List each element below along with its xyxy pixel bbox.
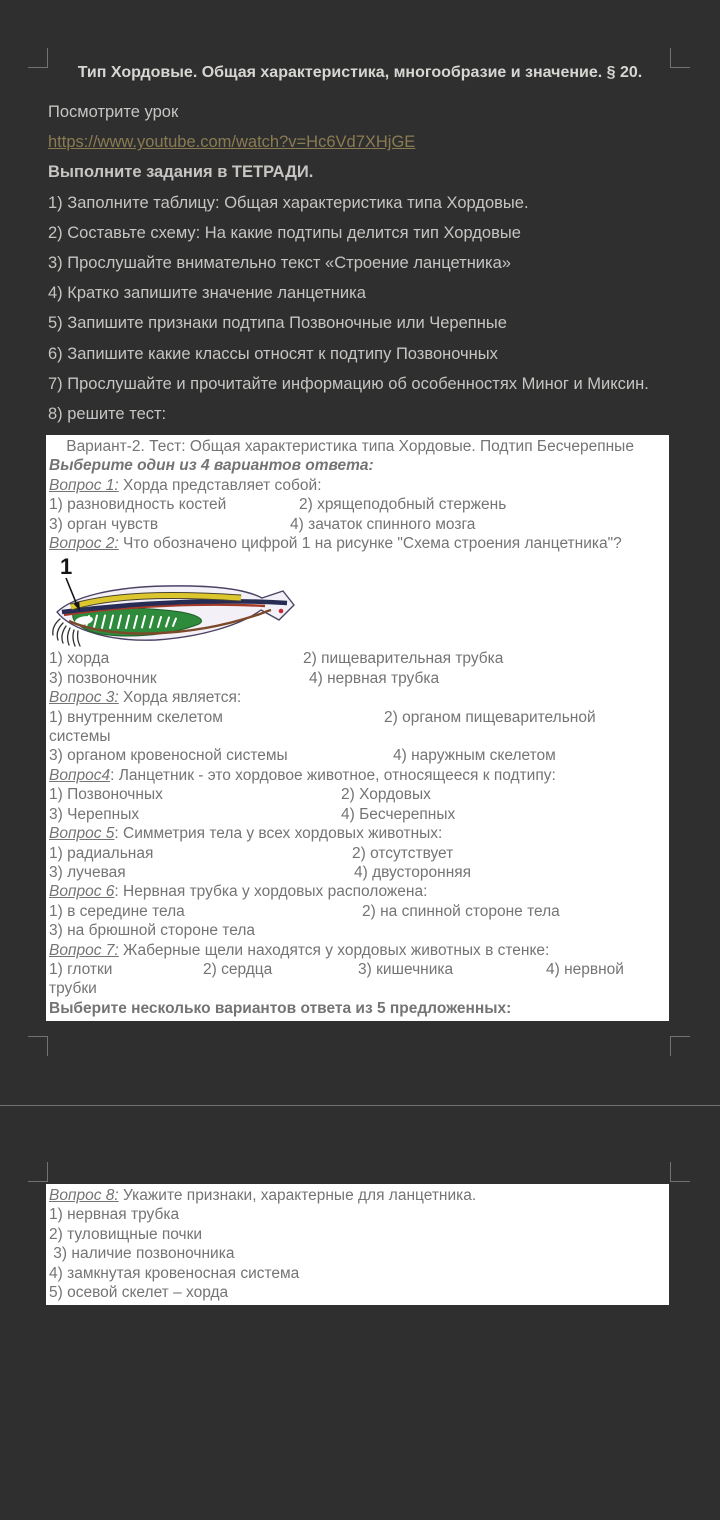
test-text: 2) сердца (203, 960, 273, 978)
test-line (49, 708, 669, 727)
test-line (49, 863, 669, 882)
test-text: 3) кишечника (358, 960, 454, 978)
test-text: 2) органом пищеварительной (384, 708, 596, 726)
test-text: системы (49, 728, 111, 746)
test-block-2 (46, 1184, 669, 1305)
test-text: 4) нервной (546, 960, 624, 978)
test-line (49, 688, 669, 707)
test-text: Выберите один из 4 вариантов ответа: (49, 457, 374, 475)
test-line (49, 824, 669, 843)
test-text: 3) позвоночник (49, 669, 157, 687)
test-text: Укажите признаки, характерные для ланцетника. (118, 1187, 477, 1204)
test-line (49, 456, 669, 475)
test-text: 2) отсутствует (352, 844, 454, 862)
test-line (49, 437, 669, 456)
test-text: 4) Бесчерепных (341, 805, 456, 823)
test-text: 2) на спинной стороне тела (362, 902, 560, 920)
page-corner-mark (670, 1162, 690, 1182)
test-text: 3) орган чувств (49, 515, 159, 533)
test-line (49, 882, 669, 901)
test-line (49, 534, 669, 553)
test-text: 1) хорда (49, 650, 110, 668)
question-label: Вопрос 3: (49, 689, 119, 707)
intro-line: 3) Прослушайте внимательно текст «Строение ланцетника» (48, 254, 511, 273)
test-text: Вариант-2. Тест: Общая характеристика типа Хордовые. Подтип Бесчерепные (49, 438, 634, 455)
test-line (49, 1244, 669, 1263)
intro-line: 6) Запишите какие классы относят к подтипу Позвоночных (48, 344, 498, 363)
lancelet-figure (49, 553, 669, 649)
test-text: трубки (49, 980, 97, 998)
test-text: 1) нервная трубка (49, 1206, 180, 1224)
intro-line: Посмотрите урок (48, 103, 179, 121)
test-text: 1) внутренним скелетом (49, 708, 223, 726)
test-line (49, 1205, 669, 1224)
test-text: Хорда является: (118, 689, 242, 707)
test-text: : Ланцетник - это хордовое животное, относящееся к подтипу: (110, 766, 556, 784)
test-text: 2) хрящеподобный стержень (299, 496, 507, 514)
test-text: Хорда представляет собой: (118, 476, 322, 494)
test-line (49, 669, 669, 688)
test-line (49, 1186, 669, 1205)
test-line (49, 746, 669, 765)
test-text: 3) Черепных (49, 805, 140, 823)
test-line (49, 999, 669, 1018)
question-label: Вопрос 8: (49, 1187, 119, 1204)
test-text: Жаберные щели находятся у хордовых животных в стенке: (118, 941, 550, 959)
test-text: 1) в середине тела (49, 902, 185, 920)
test-line (49, 921, 669, 940)
question-label: Вопрос 7: (49, 941, 119, 959)
intro-line: 7) Прослушайте и прочитайте информацию об особенностях Миног и Миксин. (48, 374, 649, 393)
test-line (49, 766, 669, 785)
pointer-arrow (66, 578, 77, 605)
test-line (49, 979, 669, 998)
test-block-1 (46, 435, 669, 1021)
question-label: Вопрос 1: (49, 476, 119, 494)
page-corner-mark (670, 1036, 690, 1056)
test-text: 3) на брюшной стороне тела (49, 922, 255, 940)
intro-line: Выполните задания в ТЕТРАДИ. (48, 163, 314, 182)
test-text: 4) наружным скелетом (393, 747, 556, 765)
page-separator-line (0, 1105, 720, 1106)
test-line (49, 844, 669, 863)
test-text: 3) органом кровеносной системы (49, 747, 288, 765)
question-label: Вопрос4 (49, 766, 111, 784)
test-text: 5) осевой скелет – хорда (49, 1284, 229, 1302)
page-corner-mark (28, 1162, 48, 1182)
figure-label-1: 1 (60, 554, 73, 580)
test-text: 4) двусторонняя (354, 863, 472, 881)
test-text: : Симметрия тела у всех хордовых животных: (114, 825, 443, 843)
intro-line: 5) Запишите признаки подтипа Позвоночные или Черепные (48, 314, 507, 333)
test-line (49, 785, 669, 804)
intro-line: 2) Составьте схему: На какие подтипы делится тип Хордовые (48, 223, 521, 242)
lancelet-diagram (51, 553, 301, 649)
intro-line: 4) Кратко запишите значение ланцетника (48, 284, 366, 303)
test-text: 1) глотки (49, 960, 113, 978)
intro-line: 8) решите тест: (48, 405, 167, 424)
test-text: : Нервная трубка у хордовых расположена: (114, 883, 428, 901)
test-line (49, 1264, 669, 1283)
test-text: 2) Хордовых (341, 786, 431, 804)
test-text: 2) туловищные почки (49, 1225, 203, 1243)
test-line (49, 941, 669, 960)
test-line (49, 902, 669, 921)
test-text: 3) лучевая (49, 863, 126, 881)
intro-line: 1) Заполните таблицу: Общая характеристика типа Хордовые. (48, 193, 529, 212)
test-line (49, 1283, 669, 1302)
test-text: Что обозначено цифрой 1 на рисунке "Схема строения ланцетника"? (118, 535, 622, 553)
test-line (49, 960, 669, 979)
test-line (49, 649, 669, 668)
question-label: Вопрос 2: (49, 535, 119, 553)
test-text: 1) разновидность костей (49, 496, 227, 514)
document-title: Тип Хордовые. Общая характеристика, многообразие и значение. § 20. (77, 64, 643, 81)
test-text: 1) Позвоночных (49, 786, 163, 804)
test-line (49, 515, 669, 534)
intro-list (48, 97, 700, 429)
question-label: Вопрос 6 (49, 883, 115, 901)
test-text: Выберите несколько вариантов ответа из 5 предложенных: (49, 999, 512, 1017)
test-text: 4) замкнутая кровеносная система (49, 1264, 300, 1282)
test-text: 4) зачаток спинного мозга (290, 515, 476, 533)
youtube-link[interactable]: https://www.youtube.com/watch?v=Hc6Vd7XHjGE (48, 133, 416, 152)
test-line (49, 476, 669, 495)
question-label: Вопрос 5 (49, 825, 115, 843)
tail-red-dot (279, 609, 284, 614)
test-line (49, 727, 669, 746)
test-line (49, 805, 669, 824)
test-line (49, 1225, 669, 1244)
test-text: 1) радиальная (49, 844, 154, 862)
test-text: 3) наличие позвоночника (49, 1245, 235, 1263)
test-text: 4) нервная трубка (309, 669, 440, 687)
page-corner-mark (28, 1036, 48, 1056)
test-text: 2) пищеварительная трубка (303, 650, 504, 668)
test-line (49, 495, 669, 514)
